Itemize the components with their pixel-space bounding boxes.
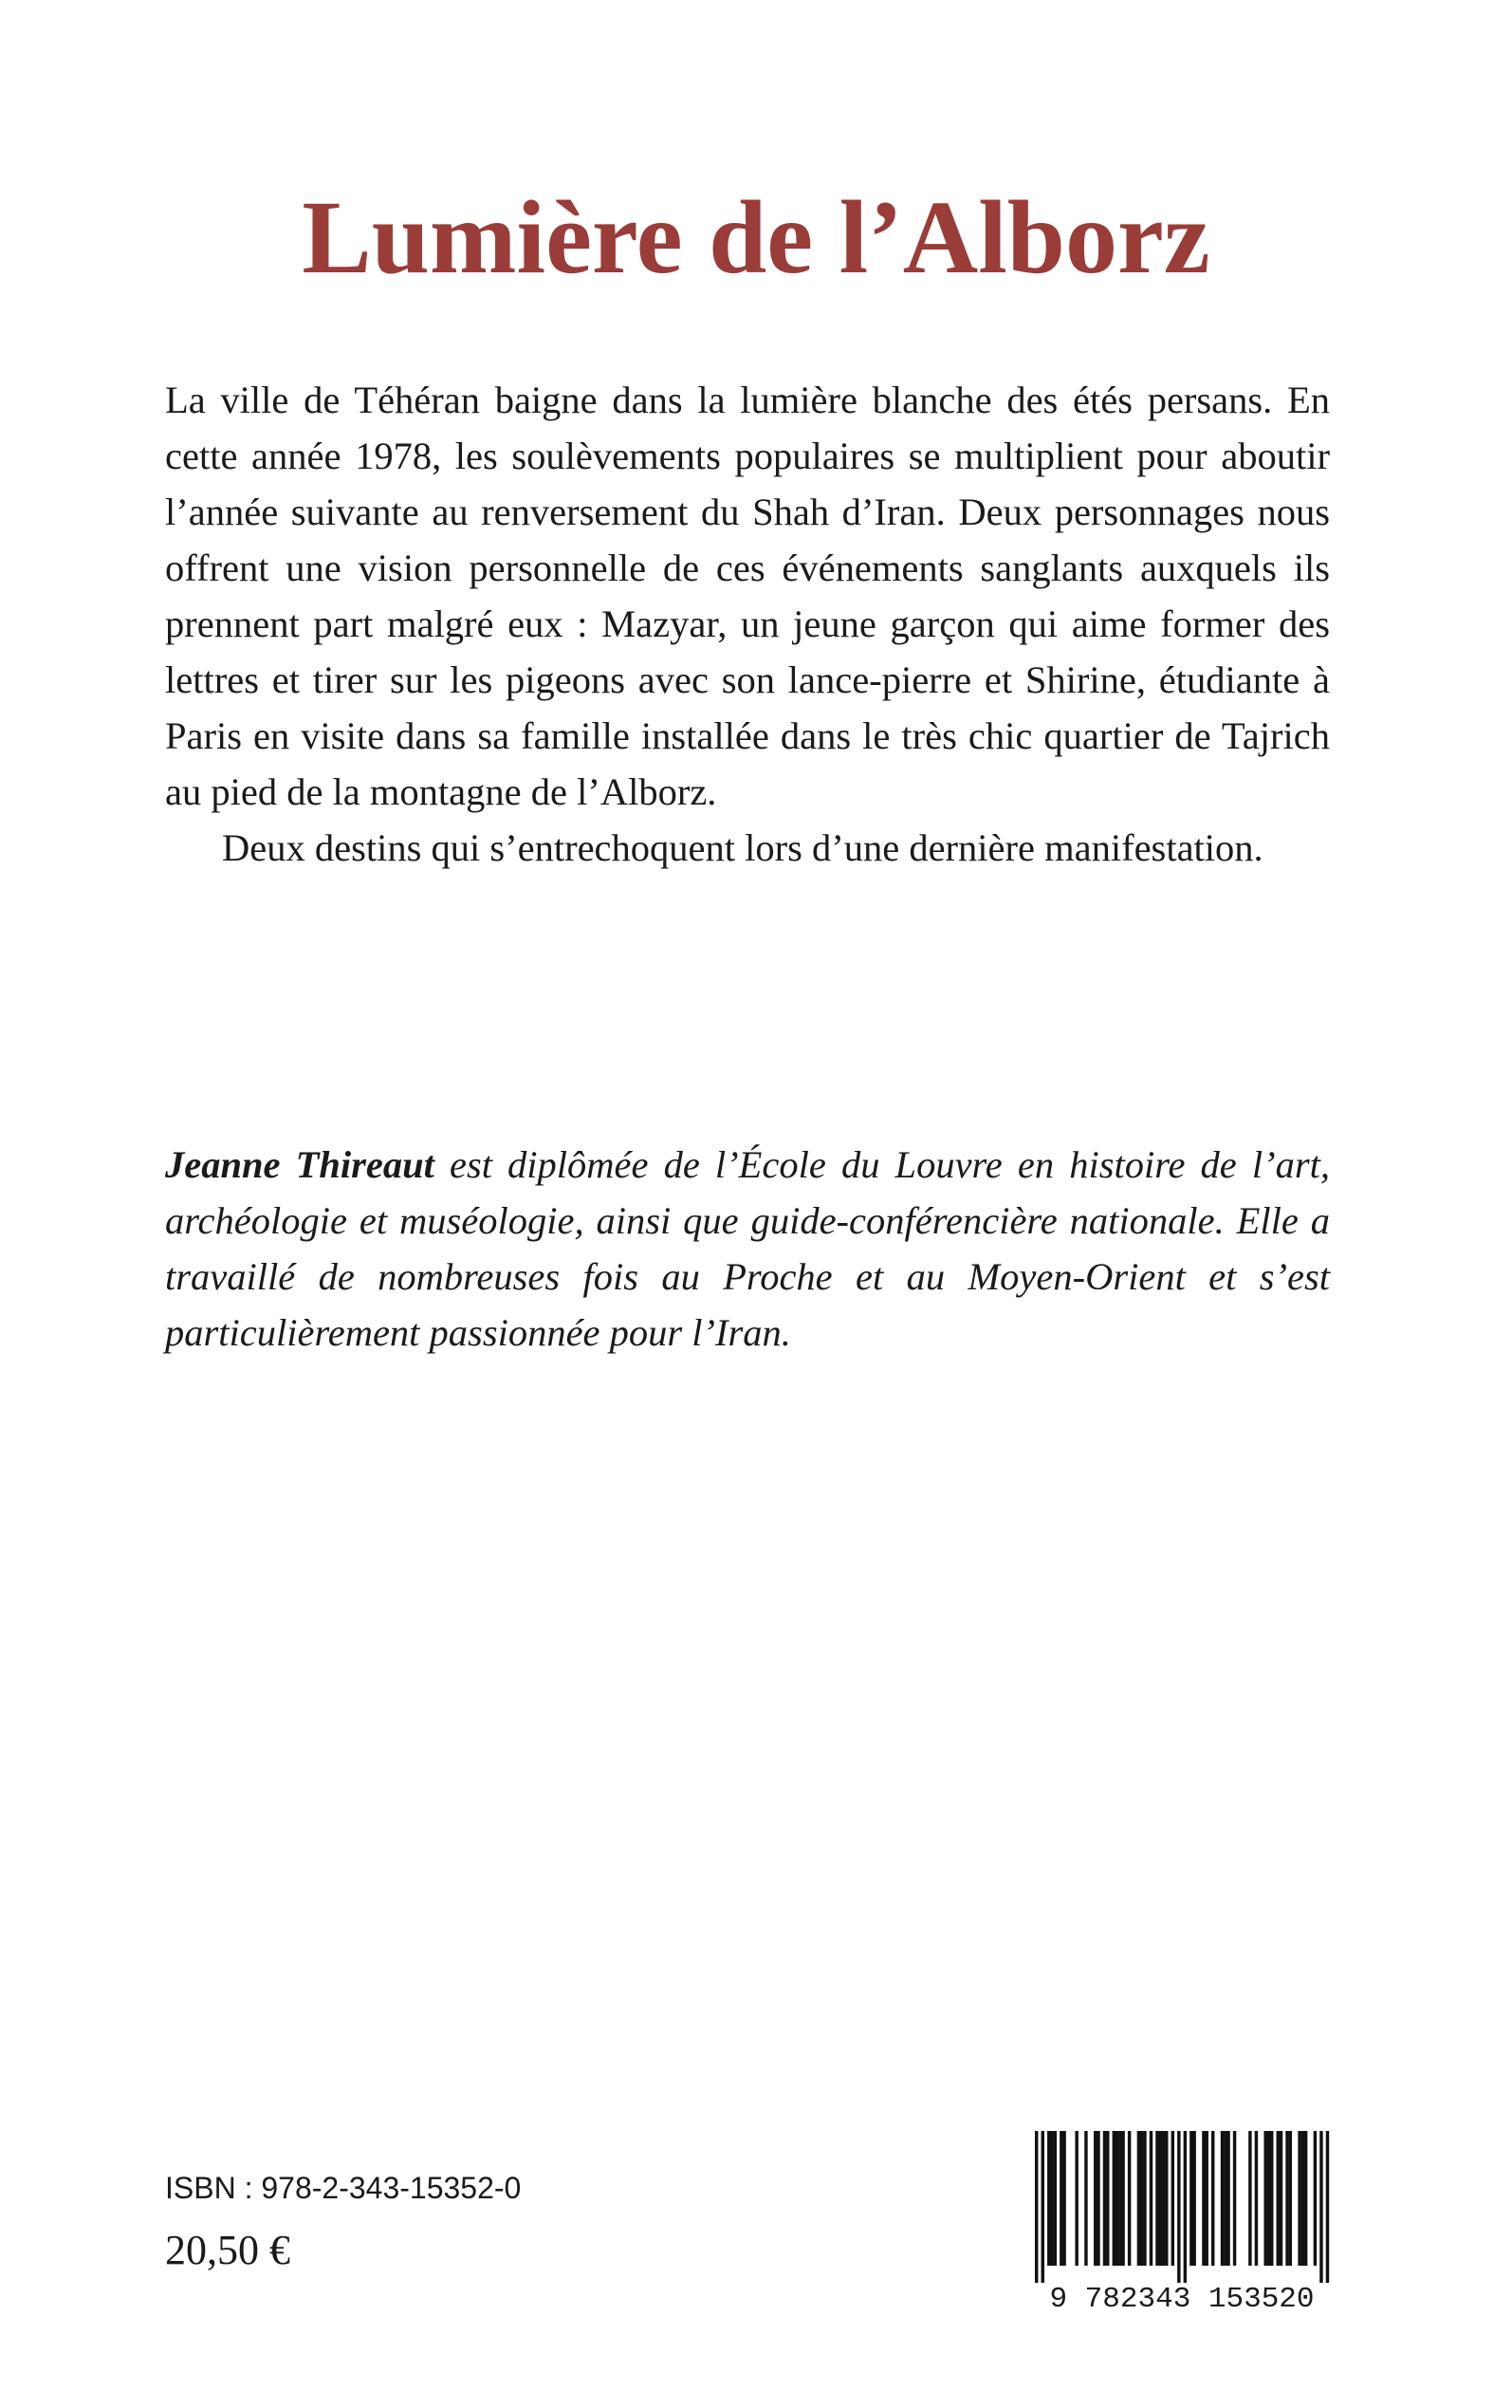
barcode-bar <box>1143 2131 1146 2266</box>
barcode-bar <box>1326 2131 1329 2283</box>
barcode-bar <box>1255 2131 1258 2266</box>
barcode-bar <box>1263 2131 1266 2266</box>
barcode-bar <box>1162 2131 1165 2266</box>
barcode-bar <box>1060 2131 1062 2266</box>
isbn-label: ISBN : 978-2-343-15352-0 <box>165 2171 522 2205</box>
barcode-bar <box>1113 2131 1116 2266</box>
barcode-bar <box>1226 2131 1229 2266</box>
author-bio-text: est diplômée de l’École du Louvre en histoire de l’art, archéologie et muséologie, ainsi que guide-conférencière nationale. Elle a travaillé de nombreuses fois au Proche et au Moyen-Orient et s’est particulièrement passionnée pour l’Iran. <box>165 1143 1330 1354</box>
barcode-bar <box>1233 2131 1236 2266</box>
barcode-bar <box>1301 2131 1304 2266</box>
barcode-bar <box>1150 2131 1152 2266</box>
barcode-bar <box>1298 2131 1300 2266</box>
barcode-bar <box>1285 2131 1288 2266</box>
barcode-bar <box>1184 2131 1187 2283</box>
barcode-bar <box>1075 2131 1078 2266</box>
barcode-bar <box>1211 2131 1214 2266</box>
barcode-bar <box>1140 2131 1143 2266</box>
barcode-bar <box>1159 2131 1162 2266</box>
barcode-bar <box>1103 2131 1106 2266</box>
barcode-digits: 9 782343 153520 <box>1049 2283 1315 2316</box>
barcode-bar <box>1084 2131 1087 2266</box>
barcode-bar <box>1097 2131 1099 2266</box>
barcode-bar <box>1202 2131 1205 2266</box>
barcode-bar <box>1121 2131 1124 2266</box>
barcode-bar <box>1094 2131 1097 2266</box>
barcode-bar <box>1054 2131 1057 2266</box>
author-name: Jeanne Thireaut <box>165 1143 434 1186</box>
summary-paragraph-2: Deux destins qui s’entrechoquent lors d’une dernière manifestation. <box>222 826 1263 869</box>
barcode-bar <box>1177 2131 1180 2283</box>
barcode-bar <box>1248 2131 1251 2266</box>
barcode-bar <box>1042 2131 1044 2283</box>
barcode-icon <box>1030 2131 1334 2283</box>
barcode-bar <box>1319 2131 1322 2283</box>
barcode-bar <box>1221 2131 1224 2266</box>
barcode-bar <box>1035 2131 1038 2283</box>
barcode-bar <box>1280 2131 1282 2266</box>
barcode-bar <box>1224 2131 1226 2266</box>
barcode-bar <box>1165 2131 1168 2266</box>
barcode-bar <box>1171 2131 1174 2266</box>
barcode-bar <box>1128 2131 1131 2266</box>
book-title: Lumière de l’Alborz <box>302 179 1210 295</box>
barcode-bar <box>1137 2131 1140 2266</box>
barcode-bar <box>1116 2131 1118 2266</box>
barcode-bar <box>1192 2131 1195 2266</box>
barcode-bar <box>1270 2131 1273 2266</box>
barcode-bar <box>1047 2131 1050 2266</box>
summary-paragraph-1: La ville de Téhéran baigne dans la lumière blanche des étés persans. En cette année 1978, les soulèvements populaires se multiplient pour aboutir l’année suivante au renversement du Shah d’Iran. Deux personnages nous offrent une vision personnelle de ces événements sanglants auxquels ils prennent part malgré eux : Mazyar, un jeune garçon qui aime former des lettres et tirer sur les pigeons avec son lance-pierre et Shirine, étudiante à Paris en visite dans sa famille installée dans le très chic quartier de Tajrich au pied de la montagne de l’Alborz. <box>165 379 1330 813</box>
barcode-bar <box>1155 2131 1158 2266</box>
barcode-bar <box>1289 2131 1292 2266</box>
barcode-bar <box>1277 2131 1280 2266</box>
barcode-bar <box>1267 2131 1270 2266</box>
barcode-bar <box>1314 2131 1317 2266</box>
barcode-bar <box>1205 2131 1208 2266</box>
barcode-bar <box>1106 2131 1109 2266</box>
barcode-bar <box>1304 2131 1307 2266</box>
price-label: 20,50 € <box>165 2227 290 2273</box>
book-summary <box>165 372 1330 876</box>
author-bio <box>165 1137 1330 1361</box>
barcode-bar <box>1050 2131 1053 2266</box>
barcode-bar <box>1118 2131 1121 2266</box>
barcode-bar <box>1062 2131 1065 2266</box>
barcode-bar <box>1189 2131 1192 2266</box>
